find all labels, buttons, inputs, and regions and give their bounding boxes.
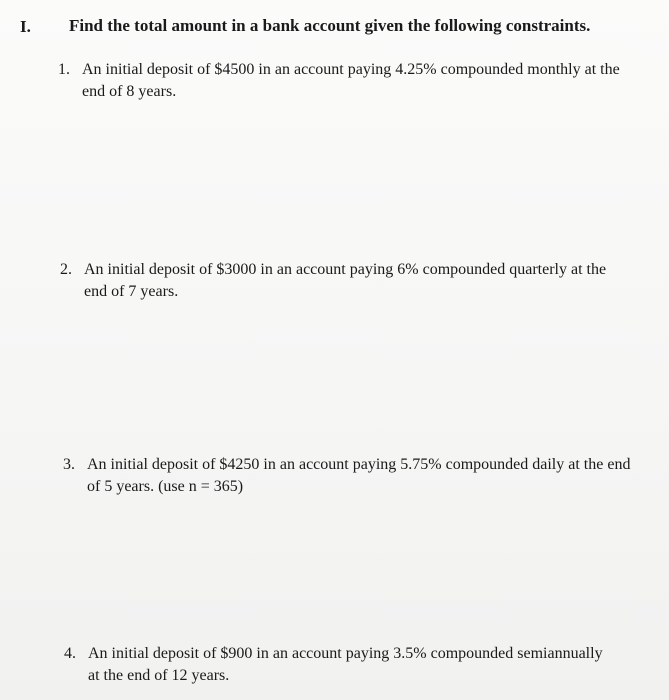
problem-4 [64,643,608,687]
problem-number: 1. [58,61,70,78]
problem-1 [58,59,627,103]
problem-text: An initial deposit of $4500 in an account paying 4.25% compounded monthly at the end of 8 years. [82,61,620,100]
problem-number: 3. [63,456,75,473]
problem-2 [60,259,614,303]
problem-3 [63,454,632,498]
problem-text: An initial deposit of $4250 in an account paying 5.75% compounded daily at the end of 5 years. (use n = 365) [87,456,631,495]
problem-text: An initial deposit of $3000 in an account paying 6% compounded quarterly at the end of 7 years. [84,261,607,300]
problem-number: 4. [64,645,76,662]
problem-text: An initial deposit of $900 in an account paying 3.5% compounded semiannually at the end of 12 years. [88,645,603,684]
section-numeral: I. [20,17,31,36]
problem-number: 2. [60,261,72,278]
section-title: Find the total amount in a bank account given the following constraints. [69,16,591,35]
